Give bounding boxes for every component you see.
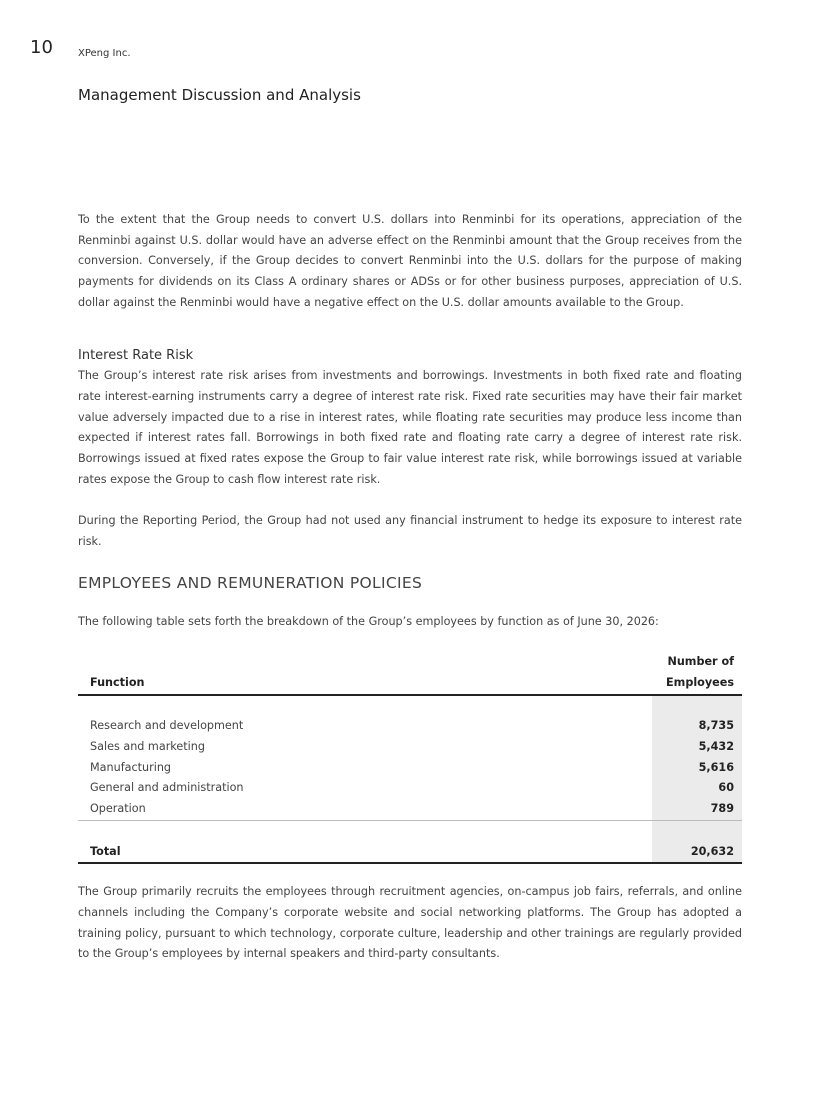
table-total-row <box>78 842 742 864</box>
section-title: Management Discussion and Analysis <box>78 86 361 104</box>
total-value: 20,632 <box>652 842 742 864</box>
row-value: 8,735 <box>652 716 742 737</box>
company-name: XPeng Inc. <box>78 48 131 59</box>
table-row <box>78 716 742 737</box>
interest-paragraph-1: The Group’s interest rate risk arises from investments and borrowings. Investments in both fixed rate and floating rate interest-earning instruments carry a degree of interest rate risk. Fixed rate securities may have their fair market value adversely impacted due to a rise in interest rates, while floating rate securities may produce less income than expected if interest rates fall. Borrowings in both fixed rate and floating rate carry a degree of interest rate risk. Borrowings issued at fixed rates expose the Group to fair value interest rate risk, while borrowings issued at variable rates expose the Group to cash flow interest rate risk. <box>78 369 742 486</box>
table-row <box>78 737 742 758</box>
total-label: Total <box>78 842 652 864</box>
row-label: Research and development <box>90 719 244 733</box>
main-content <box>78 210 742 965</box>
row-label: Operation <box>78 799 652 820</box>
interest-rate-heading: Interest Rate Risk <box>78 348 194 364</box>
row-label: Sales and marketing <box>90 740 205 754</box>
row-label: General and administration <box>90 781 244 795</box>
row-value: 5,616 <box>652 758 742 779</box>
column-header-function: Function <box>78 673 652 695</box>
page-number: 10 <box>30 37 53 58</box>
column-header-number-line1: Number of <box>652 652 742 673</box>
interest-paragraph-2: During the Reporting Period, the Group had not used any financial instrument to hedge its exposure to interest rate risk. <box>78 514 742 548</box>
employees-heading: EMPLOYEES AND REMUNERATION POLICIES <box>78 573 423 592</box>
employees-intro: The following table sets forth the breakdown of the Group’s employees by function as of June 30, 2026: <box>78 614 659 628</box>
currency-paragraph: To the extent that the Group needs to convert U.S. dollars into Renminbi for its operations, appreciation of the Renminbi against U.S. dollar would have an adverse effect on the Renminbi amount that the Group receives from the conversion. Conversely, if the Group decides to convert Renminbi into the U.S. dollars for the purpose of making payments for dividends on its Class A ordinary shares or ADSs or for other business purposes, appreciation of U.S. dollar against the Renminbi would have a negative effect on the U.S. dollar amounts available to the Group. <box>78 213 742 309</box>
row-label: Manufacturing <box>90 760 172 774</box>
row-value: 5,432 <box>652 737 742 758</box>
row-value: 60 <box>652 778 742 799</box>
column-header-number-line2: Employees <box>652 673 742 695</box>
table-row <box>78 778 742 799</box>
table-row <box>78 758 742 779</box>
employees-table <box>78 652 742 864</box>
recruitment-paragraph: The Group primarily recruits the employees through recruitment agencies, on-campus job fairs, referrals, and online channels including the Company’s corporate website and social networking platforms. The Group has adopted a training policy, pursuant to which technology, corporate culture, leadership and other trainings are regularly provided to the Group’s employees by internal speakers and third-party consultants. <box>78 885 742 961</box>
table-row <box>78 799 742 820</box>
row-value: 789 <box>652 799 742 820</box>
